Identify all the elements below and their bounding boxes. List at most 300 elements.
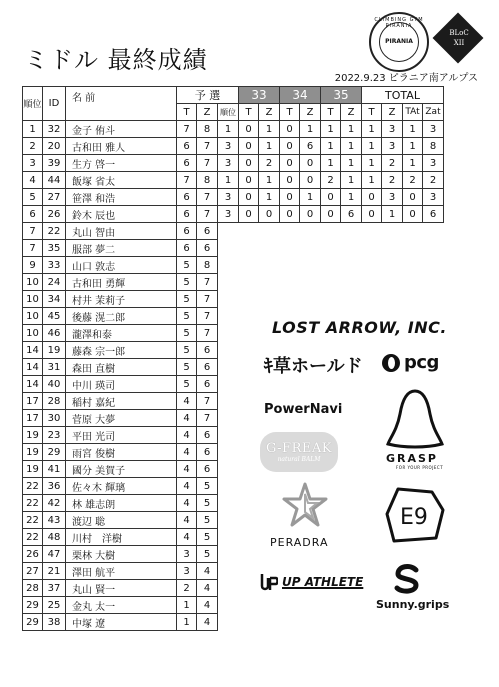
empty-cell (382, 257, 403, 274)
total-t-att-cell: 1 (403, 138, 423, 155)
id-cell: 40 (43, 376, 66, 393)
empty-cell (300, 257, 321, 274)
empty-cell (403, 240, 423, 257)
rank-cell: 10 (23, 291, 43, 308)
total-z-cell: 3 (382, 138, 403, 155)
id-cell: 42 (43, 495, 66, 512)
qual-t-cell: 5 (177, 274, 197, 291)
name-cell: 中塚 遼 (66, 614, 177, 631)
qual-t-cell: 4 (177, 461, 197, 478)
event-logo-line1: BLoC (449, 29, 469, 37)
qual-z-cell: 6 (197, 461, 218, 478)
qual-t-cell: 4 (177, 410, 197, 427)
qual-z-cell: 7 (197, 155, 218, 172)
subheader-z: Z (300, 104, 321, 121)
r34-t-cell: 0 (280, 206, 300, 223)
empty-cell (300, 274, 321, 291)
qual-t-cell: 6 (177, 223, 197, 240)
id-cell: 47 (43, 546, 66, 563)
name-cell: 村井 茉莉子 (66, 291, 177, 308)
total-z-att-cell: 2 (423, 172, 444, 189)
qual-z-cell: 5 (197, 546, 218, 563)
qual-z-cell: 7 (197, 274, 218, 291)
event-logo-line2: XII (453, 39, 465, 47)
rank-cell: 9 (23, 257, 43, 274)
r35-z-cell: 1 (341, 189, 362, 206)
empty-cell (362, 223, 382, 240)
r33-t-cell: 0 (239, 138, 259, 155)
id-cell: 48 (43, 529, 66, 546)
total-t-att-cell: 1 (403, 121, 423, 138)
name-cell: 栗林 大樹 (66, 546, 177, 563)
up-athlete-logo (260, 572, 363, 592)
name-cell: 金子 侑斗 (66, 121, 177, 138)
page-title: ミドル 最終成績 (24, 46, 208, 74)
empty-cell (218, 240, 239, 257)
qual-t-cell: 4 (177, 529, 197, 546)
id-cell: 19 (43, 342, 66, 359)
name-cell: 菅原 大夢 (66, 410, 177, 427)
r34-t-cell: 0 (280, 189, 300, 206)
id-cell: 32 (43, 121, 66, 138)
kusa-hold-logo: ｷ草ホールド (264, 356, 363, 377)
r33-t-cell: 0 (239, 206, 259, 223)
qual-t-cell: 4 (177, 512, 197, 529)
empty-cell (321, 240, 341, 257)
subheader-t: T (239, 104, 259, 121)
qual-z-cell: 6 (197, 444, 218, 461)
grasp-bell-icon (384, 388, 446, 450)
empty-cell (280, 291, 300, 308)
qual-z-cell: 6 (197, 359, 218, 376)
r33-z-cell: 2 (259, 155, 280, 172)
rank-cell: 14 (23, 342, 43, 359)
sunny-grips-icon (390, 564, 426, 594)
empty-cell (259, 291, 280, 308)
qual-z-cell: 4 (197, 563, 218, 580)
empty-cell (341, 274, 362, 291)
qual-t-cell: 3 (177, 563, 197, 580)
event-date-venue: 2022.9.23 ピラニア南アルプス (334, 73, 478, 84)
subheader-t: T (177, 104, 197, 121)
empty-cell (300, 240, 321, 257)
qual-z-cell: 4 (197, 580, 218, 597)
empty-cell (321, 291, 341, 308)
total-t-cell: 1 (362, 138, 382, 155)
rank-cell: 22 (23, 529, 43, 546)
r34-t-cell: 0 (280, 138, 300, 155)
subheader-z: Z (197, 104, 218, 121)
table-row (23, 138, 444, 155)
qual-z-cell: 4 (197, 597, 218, 614)
r35-t-cell: 0 (321, 206, 341, 223)
rank-cell: 29 (23, 597, 43, 614)
empty-cell (239, 223, 259, 240)
name-cell: 中川 瑛司 (66, 376, 177, 393)
r33-t-cell: 0 (239, 189, 259, 206)
rank-cell: 22 (23, 495, 43, 512)
empty-cell (423, 257, 444, 274)
rank-cell: 27 (23, 563, 43, 580)
header-qualifier: 予 選 (177, 87, 239, 104)
qual-z-cell: 7 (197, 206, 218, 223)
rank-cell: 5 (23, 189, 43, 206)
name-cell: 國分 美賀子 (66, 461, 177, 478)
table-row (23, 291, 444, 308)
qual-t-cell: 6 (177, 189, 197, 206)
r35-t-cell: 0 (321, 189, 341, 206)
qual-rank-cell: 3 (218, 138, 239, 155)
empty-cell (280, 223, 300, 240)
r34-z-cell: 0 (300, 155, 321, 172)
r35-z-cell: 1 (341, 121, 362, 138)
rank-cell: 26 (23, 546, 43, 563)
rank-cell: 22 (23, 478, 43, 495)
empty-cell (362, 257, 382, 274)
rank-cell: 10 (23, 308, 43, 325)
subheader-t-attempts: TAt (403, 104, 423, 121)
rank-cell: 1 (23, 121, 43, 138)
empty-cell (218, 223, 239, 240)
qual-rank-cell: 3 (218, 189, 239, 206)
total-z-cell: 2 (382, 155, 403, 172)
rank-cell: 22 (23, 512, 43, 529)
empty-cell (280, 274, 300, 291)
name-cell: 後藤 滉二郎 (66, 308, 177, 325)
powernavi-logo: PowerNavi (264, 402, 343, 417)
qual-z-cell: 6 (197, 240, 218, 257)
empty-cell (218, 410, 239, 427)
name-cell: 澤田 航平 (66, 563, 177, 580)
header-round-33: 33 (239, 87, 280, 104)
pcg-logo-text: pcg (404, 352, 439, 373)
empty-cell (218, 427, 239, 444)
header-round-35: 35 (321, 87, 362, 104)
qual-t-cell: 5 (177, 308, 197, 325)
name-cell: 藤森 宗一郎 (66, 342, 177, 359)
empty-cell (218, 393, 239, 410)
r35-z-cell: 1 (341, 155, 362, 172)
event-logo (434, 14, 484, 64)
header-round-34: 34 (280, 87, 321, 104)
qual-rank-cell: 3 (218, 155, 239, 172)
empty-cell (218, 376, 239, 393)
qual-z-cell: 5 (197, 478, 218, 495)
rank-cell: 19 (23, 461, 43, 478)
name-cell: 川村 洋樹 (66, 529, 177, 546)
total-t-cell: 0 (362, 206, 382, 223)
r34-z-cell: 0 (300, 206, 321, 223)
rank-cell: 10 (23, 325, 43, 342)
table-row (23, 274, 444, 291)
empty-cell (403, 223, 423, 240)
qual-t-cell: 5 (177, 342, 197, 359)
qual-z-cell: 7 (197, 308, 218, 325)
qual-z-cell: 6 (197, 223, 218, 240)
empty-cell (218, 461, 239, 478)
qual-t-cell: 6 (177, 206, 197, 223)
r35-t-cell: 1 (321, 155, 341, 172)
total-t-cell: 1 (362, 121, 382, 138)
empty-cell (218, 342, 239, 359)
total-z-cell: 3 (382, 121, 403, 138)
total-z-cell: 3 (382, 189, 403, 206)
qual-t-cell: 1 (177, 614, 197, 631)
id-cell: 22 (43, 223, 66, 240)
rank-cell: 7 (23, 223, 43, 240)
qual-z-cell: 8 (197, 257, 218, 274)
subheader-z: Z (341, 104, 362, 121)
empty-cell (382, 223, 403, 240)
total-t-att-cell: 1 (403, 155, 423, 172)
table-row (23, 155, 444, 172)
name-cell: 丸山 智由 (66, 223, 177, 240)
id-cell: 35 (43, 240, 66, 257)
r34-t-cell: 0 (280, 155, 300, 172)
gym-logo-ring-text: CLIMBING GYM PIRANIA (374, 17, 424, 29)
up-athlete-icon (260, 572, 278, 592)
id-cell: 24 (43, 274, 66, 291)
empty-cell (259, 223, 280, 240)
id-cell: 38 (43, 614, 66, 631)
qual-rank-cell: 1 (218, 172, 239, 189)
qual-t-cell: 5 (177, 291, 197, 308)
name-cell: 森田 直樹 (66, 359, 177, 376)
empty-cell (280, 240, 300, 257)
rank-cell: 17 (23, 410, 43, 427)
name-cell: 稲村 嘉紀 (66, 393, 177, 410)
total-t-cell: 0 (362, 189, 382, 206)
qual-z-cell: 7 (197, 138, 218, 155)
empty-cell (218, 308, 239, 325)
empty-cell (218, 359, 239, 376)
id-cell: 23 (43, 427, 66, 444)
empty-cell (218, 580, 239, 597)
name-cell: 古和田 雅人 (66, 138, 177, 155)
name-cell: 山口 敦志 (66, 257, 177, 274)
gfreak-logo (260, 432, 338, 472)
id-cell: 45 (43, 308, 66, 325)
rank-cell: 14 (23, 359, 43, 376)
qual-t-cell: 6 (177, 240, 197, 257)
rank-cell: 3 (23, 155, 43, 172)
name-cell: 瀧澤和泰 (66, 325, 177, 342)
rank-cell: 29 (23, 614, 43, 631)
rank-cell: 7 (23, 240, 43, 257)
qual-t-cell: 7 (177, 121, 197, 138)
empty-cell (239, 240, 259, 257)
r33-t-cell: 0 (239, 121, 259, 138)
id-cell: 26 (43, 206, 66, 223)
empty-cell (218, 546, 239, 563)
r33-t-cell: 0 (239, 172, 259, 189)
empty-cell (259, 257, 280, 274)
id-cell: 30 (43, 410, 66, 427)
id-cell: 41 (43, 461, 66, 478)
empty-cell (218, 495, 239, 512)
qual-t-cell: 4 (177, 478, 197, 495)
gfreak-logo-sub: natural BALM (277, 456, 321, 463)
lost-arrow-logo: LOST ARROW, INC. (272, 318, 447, 337)
subheader-z-attempts: Zat (423, 104, 444, 121)
empty-cell (403, 257, 423, 274)
qual-t-cell: 5 (177, 376, 197, 393)
empty-cell (280, 257, 300, 274)
qual-z-cell: 5 (197, 512, 218, 529)
peradra-logo-text: PERADRA (270, 536, 329, 549)
subheader-t: T (362, 104, 382, 121)
empty-cell (218, 563, 239, 580)
total-t-att-cell: 0 (403, 206, 423, 223)
id-cell: 44 (43, 172, 66, 189)
subheader-qual-rank: 順位 (218, 104, 239, 121)
empty-cell (239, 274, 259, 291)
subheader-t: T (280, 104, 300, 121)
empty-cell (362, 274, 382, 291)
r33-z-cell: 1 (259, 121, 280, 138)
empty-cell (259, 240, 280, 257)
empty-cell (218, 291, 239, 308)
total-z-att-cell: 8 (423, 138, 444, 155)
qual-z-cell: 7 (197, 189, 218, 206)
r33-t-cell: 0 (239, 155, 259, 172)
qual-z-cell: 7 (197, 393, 218, 410)
qual-z-cell: 8 (197, 172, 218, 189)
qual-z-cell: 6 (197, 376, 218, 393)
qual-z-cell: 7 (197, 410, 218, 427)
qual-t-cell: 7 (177, 172, 197, 189)
qual-z-cell: 6 (197, 342, 218, 359)
qual-rank-cell: 3 (218, 206, 239, 223)
e9-logo-text: E9 (400, 505, 428, 530)
name-cell: 金丸 太一 (66, 597, 177, 614)
qual-z-cell: 5 (197, 495, 218, 512)
table-row (23, 257, 444, 274)
total-z-att-cell: 3 (423, 155, 444, 172)
qual-t-cell: 3 (177, 546, 197, 563)
empty-cell (218, 478, 239, 495)
id-cell: 34 (43, 291, 66, 308)
total-t-cell: 1 (362, 155, 382, 172)
name-cell: 服部 夢二 (66, 240, 177, 257)
qual-t-cell: 4 (177, 444, 197, 461)
r34-z-cell: 0 (300, 172, 321, 189)
qual-t-cell: 6 (177, 138, 197, 155)
empty-cell (341, 291, 362, 308)
empty-cell (218, 512, 239, 529)
total-z-cell: 1 (382, 206, 403, 223)
empty-cell (300, 223, 321, 240)
header-id: ID (43, 87, 66, 121)
gym-logo-inner: PIRANIA (379, 22, 419, 62)
id-cell: 46 (43, 325, 66, 342)
r33-z-cell: 1 (259, 138, 280, 155)
total-t-att-cell: 2 (403, 172, 423, 189)
qual-t-cell: 5 (177, 325, 197, 342)
gfreak-logo-text: G-FREAK (266, 441, 332, 456)
empty-cell (382, 291, 403, 308)
empty-cell (341, 240, 362, 257)
r33-z-cell: 1 (259, 189, 280, 206)
pcg-icon (382, 354, 400, 372)
qual-t-cell: 6 (177, 155, 197, 172)
name-cell: 生方 啓一 (66, 155, 177, 172)
id-cell: 28 (43, 393, 66, 410)
empty-cell (362, 291, 382, 308)
qual-t-cell: 4 (177, 393, 197, 410)
r35-t-cell: 1 (321, 138, 341, 155)
table-row (23, 189, 444, 206)
sunny-grips-logo-text: Sunny.grips (376, 598, 450, 611)
id-cell: 20 (43, 138, 66, 155)
r35-t-cell: 1 (321, 121, 341, 138)
grasp-logo-text: GRASP (386, 452, 438, 465)
r34-t-cell: 0 (280, 172, 300, 189)
qual-t-cell: 4 (177, 427, 197, 444)
header-name: 名 前 (66, 87, 177, 121)
subheader-t: T (321, 104, 341, 121)
empty-cell (423, 274, 444, 291)
empty-cell (218, 274, 239, 291)
empty-cell (321, 223, 341, 240)
qual-z-cell: 4 (197, 614, 218, 631)
r35-z-cell: 1 (341, 172, 362, 189)
empty-cell (423, 240, 444, 257)
id-cell: 43 (43, 512, 66, 529)
r35-z-cell: 6 (341, 206, 362, 223)
pcg-logo (382, 352, 439, 373)
table-row (23, 223, 444, 240)
header-total: TOTAL (362, 87, 444, 104)
header-rank: 順位 (23, 87, 43, 121)
name-cell: 平田 光司 (66, 427, 177, 444)
rank-cell: 6 (23, 206, 43, 223)
empty-cell (403, 274, 423, 291)
up-athlete-logo-text: UP ATHLETE (282, 575, 364, 589)
qual-z-cell: 8 (197, 121, 218, 138)
empty-cell (218, 325, 239, 342)
qual-t-cell: 1 (177, 597, 197, 614)
rank-cell: 4 (23, 172, 43, 189)
empty-cell (423, 291, 444, 308)
r35-t-cell: 2 (321, 172, 341, 189)
r34-t-cell: 0 (280, 121, 300, 138)
empty-cell (341, 223, 362, 240)
empty-cell (403, 291, 423, 308)
rank-cell: 19 (23, 444, 43, 461)
rank-cell: 10 (23, 274, 43, 291)
name-cell: 渡辺 聡 (66, 512, 177, 529)
empty-cell (239, 291, 259, 308)
table-row (23, 172, 444, 189)
empty-cell (218, 444, 239, 461)
name-cell: 丸山 賢一 (66, 580, 177, 597)
total-t-att-cell: 0 (403, 189, 423, 206)
r33-z-cell: 0 (259, 206, 280, 223)
r34-z-cell: 1 (300, 121, 321, 138)
rank-cell: 14 (23, 376, 43, 393)
empty-cell (362, 240, 382, 257)
total-z-att-cell: 3 (423, 189, 444, 206)
grasp-tagline: FOR YOUR PROJECT (396, 465, 444, 470)
gym-logo (369, 12, 429, 72)
r34-z-cell: 6 (300, 138, 321, 155)
qual-rank-cell: 1 (218, 121, 239, 138)
table-row (23, 240, 444, 257)
rank-cell: 2 (23, 138, 43, 155)
qual-z-cell: 5 (197, 529, 218, 546)
qual-t-cell: 5 (177, 359, 197, 376)
